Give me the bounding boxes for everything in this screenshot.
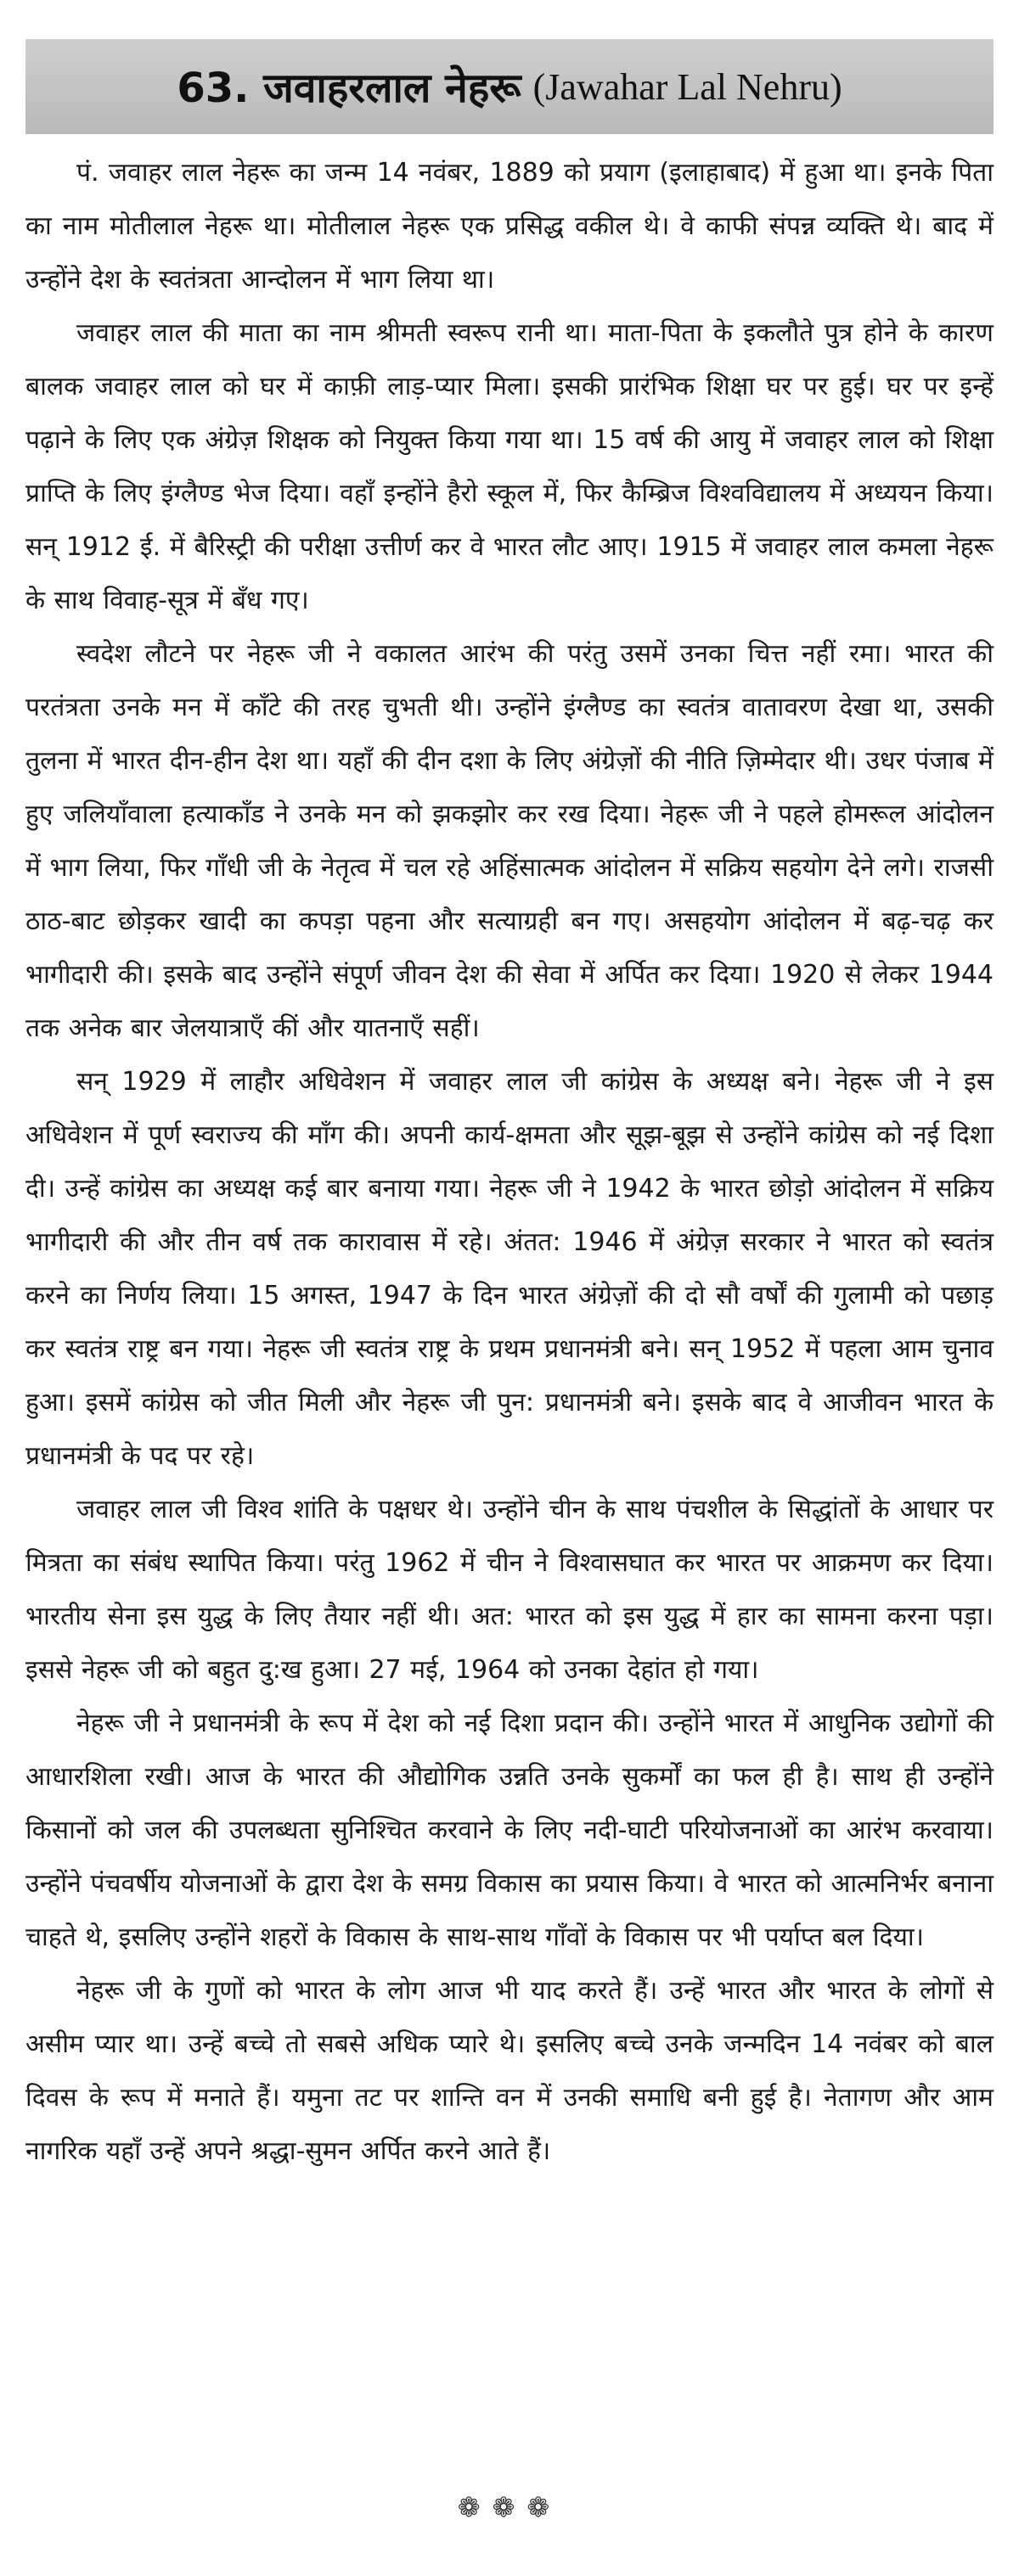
- paragraph-1: पं. जवाहर लाल नेहरू का जन्म 14 नवंबर, 1889 को प्रयाग (इलाहाबाद) में हुआ था। इनके पिता का नाम मोतीलाल नेहरू था। मोतीलाल नेहरू एक प्रसिद्ध वकील थे। वे काफी संपन्न व्यक्ति थे। बाद में उन्होंने देश के स्वतंत्रता आन्दोलन में भाग लिया था।: [25, 158, 994, 295]
- paragraph-3: स्वदेश लौटने पर नेहरू जी ने वकालत आरंभ की परंतु उसमें उनका चित्त नहीं रमा। भारत की परतंत्रता उनके मन में काँटे की तरह चुभती थी। उन्होंने इंग्लैण्ड का स्वतंत्र वातावरण देखा था, उसकी तुलना में भारत दीन-हीन देश था। यहाँ की दीन दशा के लिए अंग्रेज़ों की नीति ज़िम्मेदार थी। उधर पंजाब में हुए जलियाँवाला हत्याकाँड ने उनके मन को झकझोर कर रख दिया। नेहरू जी ने पहले होमरूल आंदोलन में भाग लिया, फिर गाँधी जी के नेतृत्व में चल रहे अहिंसात्मक आंदोलन में सक्रिय सहयोग देने लगे। राजसी ठाठ-बाट छोड़कर खादी का कपड़ा पहना और सत्याग्रही बन गए। असहयोग आंदोलन में बढ़-चढ़ कर भागीदारी की। इसके बाद उन्होंने संपूर्ण जीवन देश की सेवा में अर्पित कर दिया। 1920 से लेकर 1944 तक अनेक बार जेलयात्राएँ कीं और यातनाएँ सहीं।: [25, 639, 994, 1043]
- paragraph-7: नेहरू जी के गुणों को भारत के लोग आज भी याद करते हैं। उन्हें भारत और भारत के लोगों से असीम प्यार था। उन्हें बच्चे तो सबसे अधिक प्यारे थे। इसलिए बच्चे उनके जन्मदिन 14 नवंबर को बाल दिवस के रूप में मनाते हैं। यमुना तट पर शान्ति वन में उनकी समाधि बनी हुई है। नेतागण और आम नागरिक यहाँ उन्हें अपने श्रद्धा-सुमन अर्पित करने आते हैं।: [25, 1976, 994, 2166]
- page-title: 63. जवाहरलाल नेहरू: [177, 64, 521, 112]
- paragraph-4: सन् 1929 में लाहौर अधिवेशन में जवाहर लाल जी कांग्रेस के अध्यक्ष बने। नेहरू जी ने इस अधिवेशन में पूर्ण स्वराज्य की माँग की। अपनी कार्य-क्षमता और सूझ-बूझ से उन्होंने कांग्रेस को नई दिशा दी। उन्हें कांग्रेस का अध्यक्ष कई बार बनाया गया। नेहरू जी ने 1942 के भारत छोड़ो आंदोलन में सक्रिय भागीदारी की और तीन वर्ष तक कारावास में रहे। अंतत: 1946 में अंग्रेज़ सरकार ने भारत को स्वतंत्र करने का निर्णय लिया। 15 अगस्त, 1947 के दिन भारत अंग्रेज़ों की दो सौ वर्षों की गुलामी को पछाड़ कर स्वतंत्र राष्ट्र बन गया। नेहरू जी स्वतंत्र राष्ट्र के प्रथम प्रधानमंत्री बने। सन् 1952 में पहला आम चुनाव हुआ। इसमें कांग्रेस को जीत मिली और नेहरू जी पुन: प्रधानमंत्री बने। इसके बाद वे आजीवन भारत के प्रधानमंत्री के पद पर रहे।: [25, 1067, 994, 1471]
- paragraph-5: जवाहर लाल जी विश्व शांति के पक्षधर थे। उन्होंने चीन के साथ पंचशील के सिद्धांतों के आधार पर मित्रता का संबंध स्थापित किया। परंतु 1962 में चीन ने विश्वासघात कर भारत पर आक्रमण कर दिया। भारतीय सेना इस युद्ध के लिए तैयार नहीं थी। अत: भारत को इस युद्ध में हार का सामना करना पड़ा। इससे नेहरू जी को बहुत दु:ख हुआ। 27 मई, 1964 को उनका देहांत हो गया।: [25, 1495, 994, 1685]
- paragraph-6: नेहरू जी ने प्रधानमंत्री के रूप में देश को नई दिशा प्रदान की। उन्होंने भारत में आधुनिक उद्योगों की आधारशिला रखी। आज के भारत की औद्योगिक उन्नति उनके सुकर्मों का फल ही है। साथ ही उन्होंने किसानों को जल की उपलब्धता सुनिश्चित करवाने के लिए नदी-घाटी परियोजनाओं का आरंभ करवाया। उन्होंने पंचवर्षीय योजनाओं के द्वारा देश के समग्र विकास का प्रयास किया। वे भारत को आत्मनिर्भर बनाना चाहते थे, इसलिए उन्होंने शहरों के विकास के साथ-साथ गाँवों के विकास पर भी पर्याप्त बल दिया।: [25, 1709, 994, 1952]
- title-banner: [25, 39, 994, 134]
- flower-ornament-icon: ❁❁❁: [457, 2491, 562, 2523]
- paragraph-2: जवाहर लाल की माता का नाम श्रीमती स्वरूप रानी था। माता-पिता के इकलौते पुत्र होने के कारण बालक जवाहर लाल को घर में काफ़ी लाड़-प्यार मिला। इसकी प्रारंभिक शिक्षा घर पर हुई। घर पर इन्हें पढ़ाने के लिए एक अंग्रेज़ शिक्षक को नियुक्त किया गया था। 15 वर्ष की आयु में जवाहर लाल को शिक्षा प्राप्ति के लिए इंग्लैण्ड भेज दिया। वहाँ इन्होंने हैरो स्कूल में, फिर कैम्ब्रिज विश्वविद्यालय में अध्ययन किया। सन् 1912 ई. में बैरिस्ट्री की परीक्षा उत्तीर्ण कर वे भारत लौट आए। 1915 में जवाहर लाल कमला नेहरू के साथ विवाह-सूत्र में बँध गए।: [25, 318, 994, 615]
- essay-body: [25, 146, 994, 2178]
- page-subtitle: (Jawahar Lal Nehru): [532, 65, 842, 108]
